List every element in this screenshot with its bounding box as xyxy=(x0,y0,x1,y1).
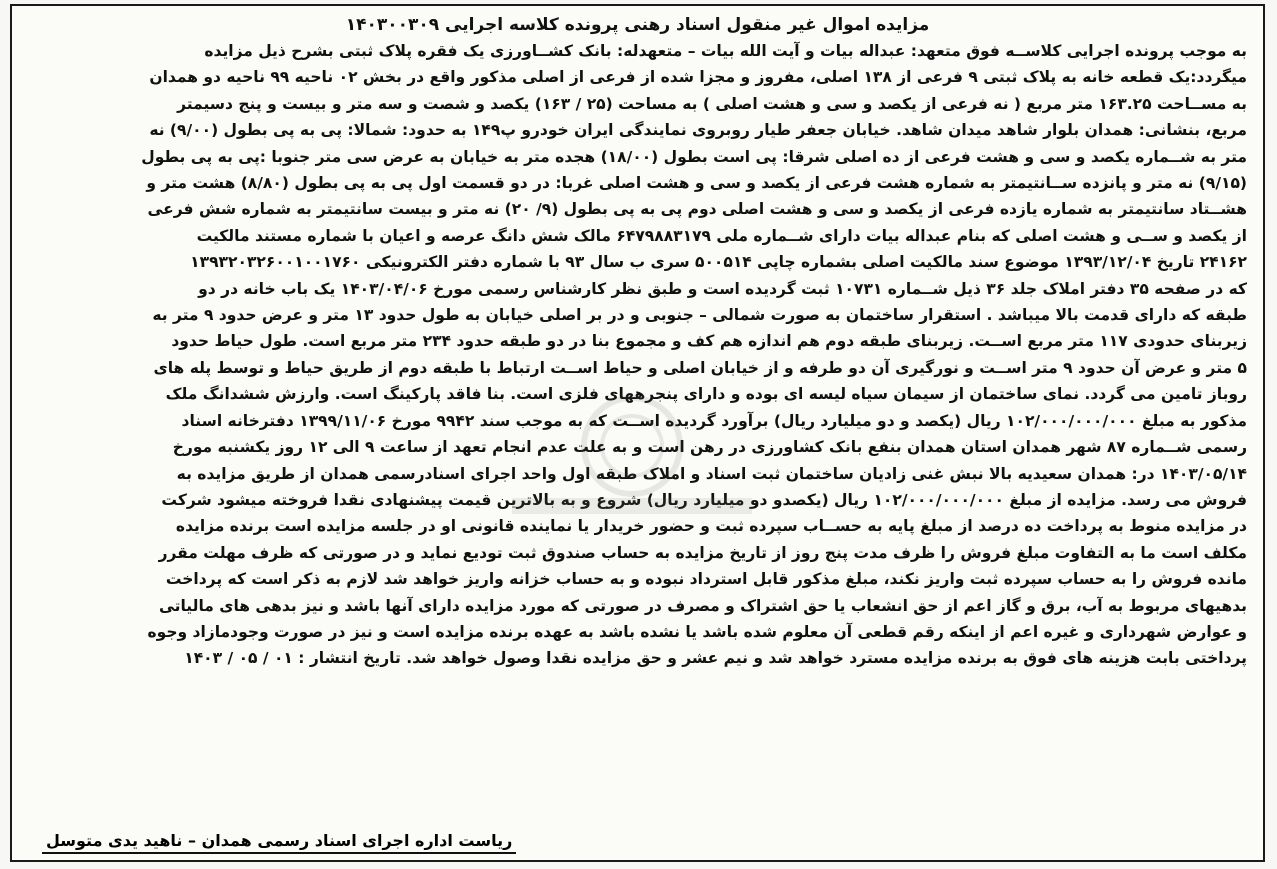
notice-line: ۱۴۰۳/۰۵/۱۴ در: همدان سعیدیه بالا نبش غنی زادیان ساختمان ثبت اسناد و املاک طبقه اول واحد اجرای اسنادرسمی همدان از طریق مزایده به xyxy=(176,464,1247,483)
notice-line: مذکور به مبلغ ۱۰۲/۰۰۰/۰۰۰/۰۰۰ ریال (یکصد و دو میلیارد ریال) برآورد گردیده اســت که به موجب سند ۹۹۴۲ مورخ ۱۳۹۹/۱۱/۰۶ دفترخانه اسناد xyxy=(181,411,1247,430)
notice-line: در مزایده منوط به پرداخت ده درصد از مبلغ پایه به حســاب سپرده ثبت و حضور خریدار یا نماینده قانونی او در جلسه مزایده است برنده مزایده xyxy=(175,517,1247,536)
notice-line: (۹/۱۵) نه متر و پانزده ســانتیمتر به شماره هشت فرعی از یکصد و سی و هشت اصلی غربا: در دو قسمت اول پی به پی بطول (۸/۸۰) هشت متر و xyxy=(146,174,1247,193)
notice-line: طبقه که دارای قدمت بالا میباشد . استقرار ساختمان به صورت شمالی – جنوبی و در بر اصلی خیابان به طول حدود ۱۳ متر و عرض حدود ۹ متر به xyxy=(152,306,1247,325)
notice-line: به موجب پرونده اجرایی کلاســه فوق متعهد: عبداله بیات و آیت الله بیات – متعهدله: بانک کشــاورزی یک فقره پلاک ثبتی بشرح ذیل مزایده xyxy=(204,42,1247,60)
notice-line: هشــتاد سانتیمتر به شماره یازده فرعی از یکصد و سی و هشت اصلی دوم پی به پی بطول (۹/ ۲۰) نه متر و بیست سانتیمتر به شماره شش فرعی xyxy=(147,200,1247,219)
notice-line: پرداختی بابت هزینه های فوق به برنده مزایده مسترد خواهد شد و نیم عشر و حق مزایده نقدا وصول خواهد شد. تاریخ انتشار : ۰۱ / ۰۵ / ۱۴۰۳ xyxy=(184,649,1247,668)
notice-frame xyxy=(10,4,1265,862)
notice-line: زیربنای حدودی ۱۱۷ متر مربع اســت. زیربنای طبقه دوم هم اندازه هم کف و مجموع بنا در دو طبقه حدود ۲۳۴ متر مربع است. طول حیاط حدود xyxy=(171,332,1247,351)
notice-line: بدهیهای مربوط به آب، برق و گاز اعم از حق انشعاب یا حق اشتراک و مصرف در صورتی که مورد مزایده دارای آنها باشد و نیز بدهی های مالیاتی xyxy=(158,596,1247,615)
notice-line: روباز تامین می گردد. نمای ساختمان از سیمان سیاه لیسه ای بوده و دارای پنجرههای فلزی است. بنا فاقد پارکینگ است. وارزش ششدانگ ملک xyxy=(165,385,1247,404)
notice-line: مکلف است ما به التفاوت مبلغ فروش را ظرف مدت پنج روز از تاریخ مزایده به حساب صندوق ثبت تودیع نماید و در صورتی که ظرف مهلت مقرر xyxy=(158,543,1247,562)
notice-line: و عوارض شهرداری و غیره اعم از اینکه رقم قطعی آن معلوم شده باشد یا نشده باشد به عهده برنده مزایده است و نیز در صورت وجودمازاد وجوه xyxy=(147,622,1247,641)
notice-title: مزایده اموال غیر منقول اسناد رهنی پرونده کلاسه اجرایی ۱۴۰۳۰۰۳۰۹ xyxy=(345,15,930,35)
notice-line: رسمی شــماره ۸۷ شهر همدان استان همدان بنفع بانک کشاورزی در رهن است و به علت عدم انجام تعهد از ساعت ۹ الی ۱۲ روز یکشنبه مورخ xyxy=(172,438,1247,457)
notice-line: از یکصد و ســی و هشت اصلی که بنام عبداله بیات دارای شــماره ملی ۶۴۷۹۸۸۳۱۷۹ مالک شش دانگ عرصه و اعیان با شماره مستند مالکیت xyxy=(196,226,1247,245)
notice-line: مانده فروش را به حساب سپرده ثبت واریز نکند، مبلغ مذکور قابل استرداد نبوده و به حساب خزانه واریز خواهد شد لازم به ذکر است که پرداخت xyxy=(165,570,1247,589)
auction-notice xyxy=(12,6,1263,672)
notice-line: فروش می رسد. مزایده از مبلغ ۱۰۲/۰۰۰/۰۰۰/۰۰۰ ریال (یکصدو دو میلیارد ریال) شروع و به بالاترین قیمت پیشنهادی نقدا فروخته میشود شرکت xyxy=(161,490,1247,509)
notice-signature: ریاست اداره اجرای اسناد رسمی همدان – ناهید یدی متوسل xyxy=(42,831,516,854)
notice-line: متر به شــماره یکصد و سی و هشت فرعی از ده اصلی شرقا: پی است بطول (۱۸/۰۰) هجده متر به خیابان به عرض سی متر جنوبا :پی به پی بطول xyxy=(141,147,1247,166)
notice-line: ۵ متر و عرض آن حدود ۹ متر اســت و نورگیری آن دو طرفه و از خیابان اصلی و حیاط اســت ارتباط با طبقه دوم از طریق حیاط و توسط پله های xyxy=(153,358,1247,377)
notice-line: ۲۴۱۶۲ تاریخ ۱۳۹۳/۱۲/۰۴ موضوع سند مالکیت اصلی بشماره چاپی ۵۰۰۵۱۴ سری ب سال ۹۳ با شماره دفتر الکترونیکی ۱۳۹۳۲۰۳۲۶۰۰۱۰۰۱۷۶۰ xyxy=(190,253,1247,272)
notice-body xyxy=(28,38,1247,672)
notice-line: به مســاحت ۱۶۳.۲۵ متر مربع ( نه فرعی از یکصد و سی و هشت اصلی ) به مساحت (۲۵ / ۱۶۳) یکصد و شصت و سه متر و بیست و پنج دسیمتر xyxy=(177,94,1247,113)
notice-line: میگردد:یک قطعه خانه به پلاک ثبتی ۹ فرعی از ۱۳۸ اصلی، مفروز و مجزا شده از فرعی از اصلی مذکور واقع در بخش ۰۲ ناحیه ۹۹ ناحیه دو همدان xyxy=(149,68,1247,87)
notice-line: که در صفحه ۳۵ دفتر املاک جلد ۳۶ ذیل شــماره ۱۰۷۳۱ ثبت گردیده است و طبق نظر کارشناس رسمی مورخ ۱۴۰۳/۰۴/۰۶ یک باب خانه در دو xyxy=(198,279,1247,298)
notice-line: مربع، بنشانی: همدان بلوار شاهد میدان شاهد. خیابان جعفر طیار روبروی نمایندگی ایران خودرو پ۱۴۹ به حدود: شمالا: پی به پی بطول (۹/۰۰) نه xyxy=(149,121,1247,140)
